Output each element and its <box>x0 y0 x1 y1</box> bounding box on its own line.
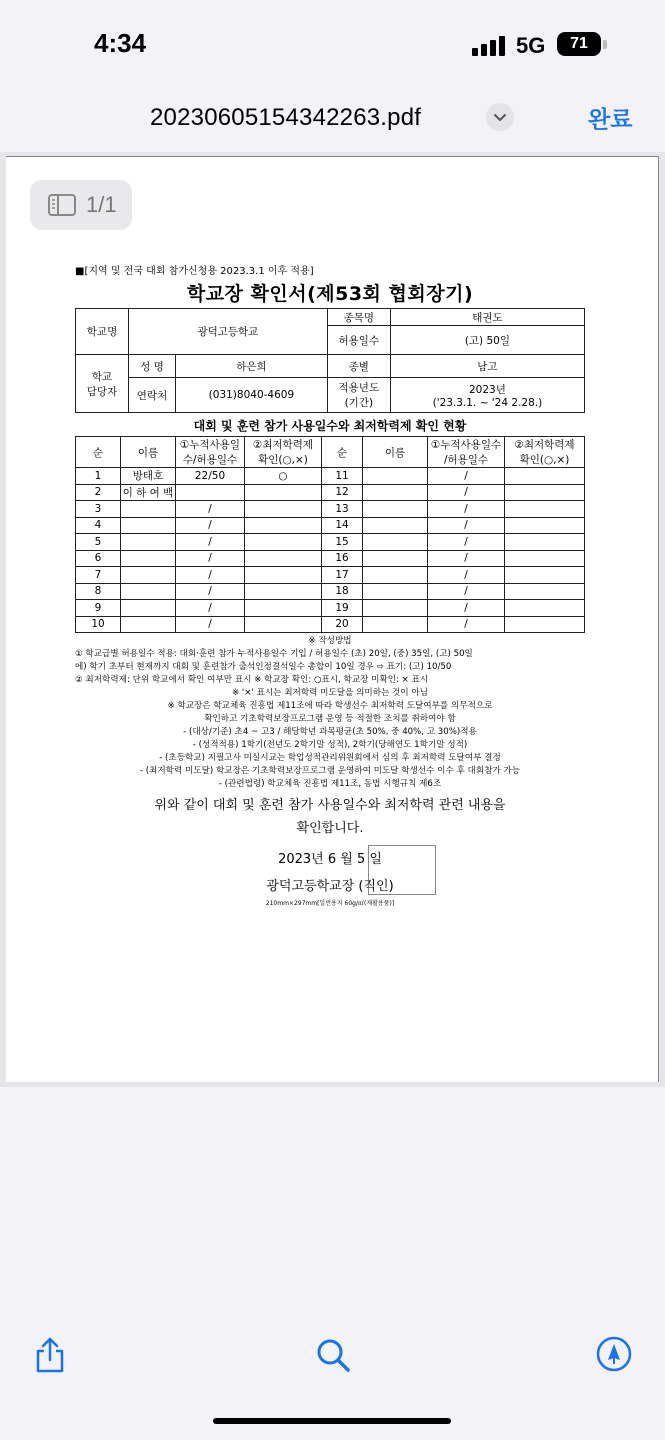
row-days-right: / <box>428 616 505 633</box>
row-no-right: 16 <box>322 550 363 567</box>
school-name: 광덕고등학교 <box>129 309 328 355</box>
row-no: 9 <box>76 600 121 617</box>
row-check <box>245 550 322 567</box>
row-days-right: / <box>428 534 505 551</box>
row-check <box>245 517 322 534</box>
battery-tip <box>603 40 607 49</box>
contact-value: (031)8040-4609 <box>176 378 328 413</box>
notes-line: ① 학교급별 허용일수 적용: 대회·훈련 참가 누적사용일수 기입 / 허용일수 (초) 20일, (중) 35일, (고) 50일 <box>75 649 473 659</box>
issue-date: 2023년 6 월 5 일 <box>278 852 382 867</box>
battery-icon: 71 <box>557 32 601 56</box>
chevron-down-icon[interactable] <box>486 103 514 131</box>
row-days: / <box>176 501 245 518</box>
col-name: 이름 <box>121 437 176 468</box>
row-name-right <box>363 501 428 518</box>
gender-value: 남고 <box>390 355 584 378</box>
year-period: ('23.3.1. ~ '24 2.28.) <box>432 396 543 409</box>
notes-line: ※ 학교장은 학교체육 진흥법 제11조에 따라 학생선수 최저학력 도달여부를 의무적으로 <box>167 701 493 711</box>
row-days: / <box>176 534 245 551</box>
table-row <box>76 616 585 633</box>
row-no: 6 <box>76 550 121 567</box>
allowed-days: (고) 50일 <box>390 326 584 355</box>
section-title: 대회 및 훈련 참가 사용일수와 최저학력제 확인 현황 <box>193 419 467 433</box>
year-label: 적용년도 (기간) <box>327 378 390 413</box>
notes-line: - (최저학력 미도달) 학교장은 기초학력보장프로그램 운영하여 미도달 학생선수 이수 후 대회참가 가능 <box>139 766 521 776</box>
notes-line: - (초등학교) 지필고사 미실시교는 학업성적관리위원회에서 심의 후 최저학력 도달여부 결정 <box>159 753 501 763</box>
row-days: / <box>176 550 245 567</box>
staff-name: 하은희 <box>176 355 328 378</box>
markup-pen-icon[interactable] <box>596 1336 632 1372</box>
row-check: ○ <box>245 468 322 485</box>
row-no-right: 11 <box>322 468 363 485</box>
principal-signature: 광덕고등학교장 (직인) <box>266 879 394 894</box>
col-check: ②최저학력제 확인(○,×) <box>245 437 322 468</box>
row-no-right: 20 <box>322 616 363 633</box>
row-days: / <box>176 517 245 534</box>
status-time: 4:34 <box>94 28 147 58</box>
row-name-right <box>363 468 428 485</box>
paper-spec: 210mm×297mm[일반용지 60g/㎡(재활용품)] <box>265 900 395 907</box>
row-no-right: 15 <box>322 534 363 551</box>
name-label: 성 명 <box>129 355 176 378</box>
row-no: 8 <box>76 583 121 600</box>
row-days-right: / <box>428 517 505 534</box>
row-check <box>245 484 322 501</box>
row-name-right <box>363 616 428 633</box>
home-indicator[interactable] <box>213 1418 451 1424</box>
row-check-right <box>505 567 585 584</box>
table-row <box>76 600 585 617</box>
row-name <box>121 534 176 551</box>
row-check <box>245 600 322 617</box>
confirm-line: 확인합니다. <box>296 821 364 836</box>
notes-line: 에) 학기 초부터 현재까지 대회 및 훈련참가 출석인정결석일수 총합이 10일 경우 ⇨ 표기: (고) 10/50 <box>75 662 452 672</box>
row-no: 7 <box>76 567 121 584</box>
notes-line: ※ '×' 표시는 최저학력 미도달을 의미하는 것이 아님 <box>232 688 428 698</box>
year-cell <box>390 378 584 413</box>
row-no-right: 13 <box>322 501 363 518</box>
row-check-right <box>505 484 585 501</box>
row-days: / <box>176 616 245 633</box>
row-days-right: / <box>428 583 505 600</box>
allowed-label: 허용일수 <box>327 326 390 355</box>
row-name <box>121 550 176 567</box>
row-name-right <box>363 517 428 534</box>
notes-line: - (관련법령) 학교체육 진흥법 제11조, 동법 시행규칙 제6조 <box>218 779 442 789</box>
table-row <box>76 468 585 485</box>
col-days-right: ①누적사용일수 /허용일수 <box>428 437 505 468</box>
row-check-right <box>505 501 585 518</box>
row-check-right <box>505 517 585 534</box>
row-check <box>245 501 322 518</box>
row-no: 10 <box>76 616 121 633</box>
row-name-right <box>363 600 428 617</box>
preface: ■[지역 및 전국 대회 참가신청용 2023.3.1 이후 적용] <box>75 266 314 277</box>
doc-title: 학교장 확인서(제53회 협회장기) <box>186 283 474 305</box>
table-row <box>76 583 585 600</box>
row-name <box>121 600 176 617</box>
row-days-right: / <box>428 600 505 617</box>
notes <box>75 635 585 791</box>
row-no-right: 19 <box>322 600 363 617</box>
done-button[interactable]: 완료 <box>588 107 633 133</box>
signal-icon <box>472 34 506 56</box>
row-days: 22/50 <box>176 468 245 485</box>
row-check-right <box>505 550 585 567</box>
table-row <box>76 534 585 551</box>
notes-line: - (성적적용) 1학기(전년도 2학기말 성적), 2학기(당해연도 1학기말 성적) <box>192 740 468 750</box>
row-name-right <box>363 550 428 567</box>
notes-line: ② 최저학력제: 단위 학교에서 확인 여부만 표시 ※ 학교장 확인: ○표시, 학교장 미확인: × 표시 <box>75 675 429 685</box>
table-row <box>76 567 585 584</box>
row-no: 1 <box>76 468 121 485</box>
col-no: 순 <box>76 437 121 468</box>
row-no: 5 <box>76 534 121 551</box>
row-no-right: 18 <box>322 583 363 600</box>
row-days: / <box>176 583 245 600</box>
row-name: 방태호 <box>121 468 176 485</box>
row-check <box>245 534 322 551</box>
row-check-right <box>505 583 585 600</box>
row-name <box>121 501 176 518</box>
row-no: 2 <box>76 484 121 501</box>
gender-label: 종별 <box>327 355 390 378</box>
row-name <box>121 567 176 584</box>
row-no-right: 14 <box>322 517 363 534</box>
table-row <box>76 517 585 534</box>
col-check-right: ②최저학력제 확인(○,×) <box>505 437 585 468</box>
row-name-right <box>363 583 428 600</box>
row-check <box>245 567 322 584</box>
info-table <box>75 308 585 413</box>
official-seal-stamp <box>368 845 436 895</box>
school-label: 학교명 <box>76 309 129 355</box>
search-icon[interactable] <box>316 1338 350 1372</box>
sport-label: 종목명 <box>327 309 390 326</box>
page-indicator[interactable] <box>30 180 132 230</box>
year-value: 2023년 <box>468 383 506 396</box>
row-name <box>121 517 176 534</box>
row-name <box>121 583 176 600</box>
row-no: 3 <box>76 501 121 518</box>
row-name-right <box>363 534 428 551</box>
row-no-right: 12 <box>322 484 363 501</box>
sidebar-icon <box>48 194 76 216</box>
row-check-right <box>505 616 585 633</box>
sport-name: 태권도 <box>390 309 584 326</box>
col-name-right: 이름 <box>363 437 428 468</box>
notes-line: 확인하고 기초학력보장프로그램 운영 등 적절한 조치를 취하여야 함 <box>204 714 456 724</box>
row-no-right: 17 <box>322 567 363 584</box>
confirmation-text <box>75 794 585 840</box>
row-name-right <box>363 484 428 501</box>
row-no: 4 <box>76 517 121 534</box>
row-days: / <box>176 600 245 617</box>
usage-table <box>75 436 585 633</box>
row-name: 이 하 여 백 <box>121 484 176 501</box>
row-check <box>245 616 322 633</box>
network-type: 5G <box>516 33 546 58</box>
row-days: / <box>176 567 245 584</box>
document-title[interactable]: 20230605154342263.pdf <box>150 104 422 131</box>
table-row <box>76 484 585 501</box>
row-days-right: / <box>428 550 505 567</box>
row-check <box>245 583 322 600</box>
notes-line: - (대상/기준) 초4 ~ 고3 / 해당학년 과목평균(초 50%, 중 40%, 고 30%)적용 <box>183 727 477 737</box>
row-check-right <box>505 600 585 617</box>
row-days-right: / <box>428 468 505 485</box>
document-body <box>75 262 585 907</box>
contact-label: 연락처 <box>129 378 176 413</box>
confirm-line: 위와 같이 대회 및 훈련 참가 사용일수와 최저학력 관련 내용을 <box>154 798 506 813</box>
share-icon[interactable] <box>34 1336 66 1374</box>
page-number: 1/1 <box>86 192 117 217</box>
row-days-right: / <box>428 567 505 584</box>
table-row <box>76 501 585 518</box>
row-days-right: / <box>428 484 505 501</box>
notes-line: ※ 작성방법 <box>308 636 352 646</box>
row-check-right <box>505 468 585 485</box>
row-days <box>176 484 245 501</box>
table-row <box>76 550 585 567</box>
row-name <box>121 616 176 633</box>
col-days: ①누적사용일 수/허용일수 <box>176 437 245 468</box>
col-no-right: 순 <box>322 437 363 468</box>
row-name-right <box>363 567 428 584</box>
row-days-right: / <box>428 501 505 518</box>
staff-label: 학교 담당자 <box>76 355 129 413</box>
status-bar <box>0 0 665 90</box>
row-check-right <box>505 534 585 551</box>
